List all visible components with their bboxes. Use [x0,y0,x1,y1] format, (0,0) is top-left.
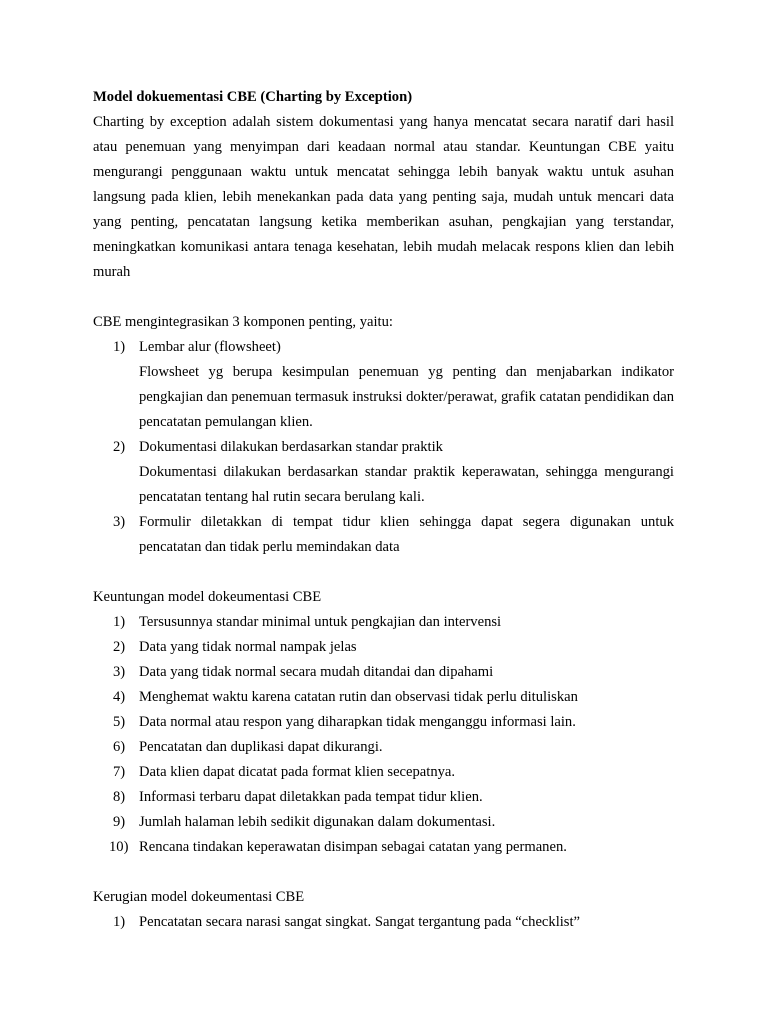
list-item-text: Informasi terbaru dapat diletakkan pada tempat tidur klien. [139,789,483,805]
list-item [93,835,674,860]
components-section [93,310,674,560]
disadvantages-heading: Kerugian model dokeumentasi CBE [93,889,305,905]
list-item-text: Pencatatan secara narasi sangat singkat. Sangat tergantung pada “checklist” [139,914,581,930]
document-title: Model dokuementasi CBE (Charting by Exception) [93,89,413,105]
list-item-number: 2) [113,439,126,455]
list-item [93,335,674,435]
list-item-text: Jumlah halaman lebih sedikit digunakan dalam dokumentasi. [139,814,496,830]
list-item-number: 9) [113,814,126,830]
list-item-text: Tersusunnya standar minimal untuk pengkajian dan intervensi [139,614,502,630]
list-item [93,610,674,635]
list-item-number: 8) [113,789,126,805]
list-item-number: 6) [113,739,126,755]
list-item-heading: Formulir diletakkan di tempat tidur klien sehingga dapat segera digunakan untuk pencatatan dan tidak perlu memindakan data [139,514,674,555]
list-item-number: 7) [113,764,126,780]
list-item [93,685,674,710]
list-item-number: 10) [109,839,129,855]
list-item-number: 5) [113,714,126,730]
list-item [93,735,674,760]
list-item-number: 4) [113,689,126,705]
list-item [93,660,674,685]
list-item [93,635,674,660]
list-item-text: Rencana tindakan keperawatan disimpan sebagai catatan yang permanen. [139,839,567,855]
list-item-number: 2) [113,639,126,655]
list-item [93,785,674,810]
list-item [93,510,674,560]
list-item-text: Pencatatan dan duplikasi dapat dikurangi. [139,739,383,755]
list-item-number: 1) [113,339,126,355]
list-item-text: Data klien dapat dicatat pada format klien secepatnya. [139,764,456,780]
list-item-number: 1) [113,614,126,630]
advantages-list [93,610,674,860]
list-item-heading: Lembar alur (flowsheet) [139,339,281,355]
list-item [93,910,674,935]
list-item-number: 3) [113,664,126,680]
advantages-section [93,585,674,860]
list-item-text: Menghemat waktu karena catatan rutin dan observasi tidak perlu dituliskan [139,689,578,705]
disadvantages-list [93,910,674,935]
list-item-description: Dokumentasi dilakukan berdasarkan standar praktik keperawatan, sehingga mengurangi pencatatan tentang hal rutin secara berulang kali. [139,464,674,505]
list-item-text: Data yang tidak normal secara mudah ditandai dan dipahami [139,664,494,680]
list-item [93,810,674,835]
list-item-number: 3) [113,514,126,530]
list-item-text: Data yang tidak normal nampak jelas [139,639,357,655]
disadvantages-section [93,885,674,935]
list-item [93,760,674,785]
components-heading: CBE mengintegrasikan 3 komponen penting, yaitu: [93,314,393,330]
list-item [93,435,674,510]
list-item-number: 1) [113,914,126,930]
list-item-text: Data normal atau respon yang diharapkan tidak menganggu informasi lain. [139,714,576,730]
list-item-heading: Dokumentasi dilakukan berdasarkan standar praktik [139,439,443,455]
list-item-description: Flowsheet yg berupa kesimpulan penemuan yg penting dan menjabarkan indikator pengkajian dan penemuan termasuk instruksi dokter/perawat, grafik catatan pendidikan dan pencatatan pemulangan klien. [139,364,674,430]
components-list [93,335,674,560]
list-item [93,710,674,735]
intro-paragraph: Charting by exception adalah sistem dokumentasi yang hanya mencatat secara naratif dari hasil atau penemuan yang menyimpan dari keadaan normal atau standar. Keuntungan CBE yaitu mengurangi penggunaan waktu untuk mencatat sehingga lebih banyak waktu untuk asuhan langsung pada klien, lebih menekankan pada data yang penting saja, mudah untuk mencari data yang penting, pencatatan langsung ketika memberikan asuhan, pengkajian yang terstandar, meningkatkan komunikasi antara tenaga kesehatan, lebih mudah melacak respons klien dan lebih murah [93,114,674,280]
advantages-heading: Keuntungan model dokeumentasi CBE [93,589,322,605]
